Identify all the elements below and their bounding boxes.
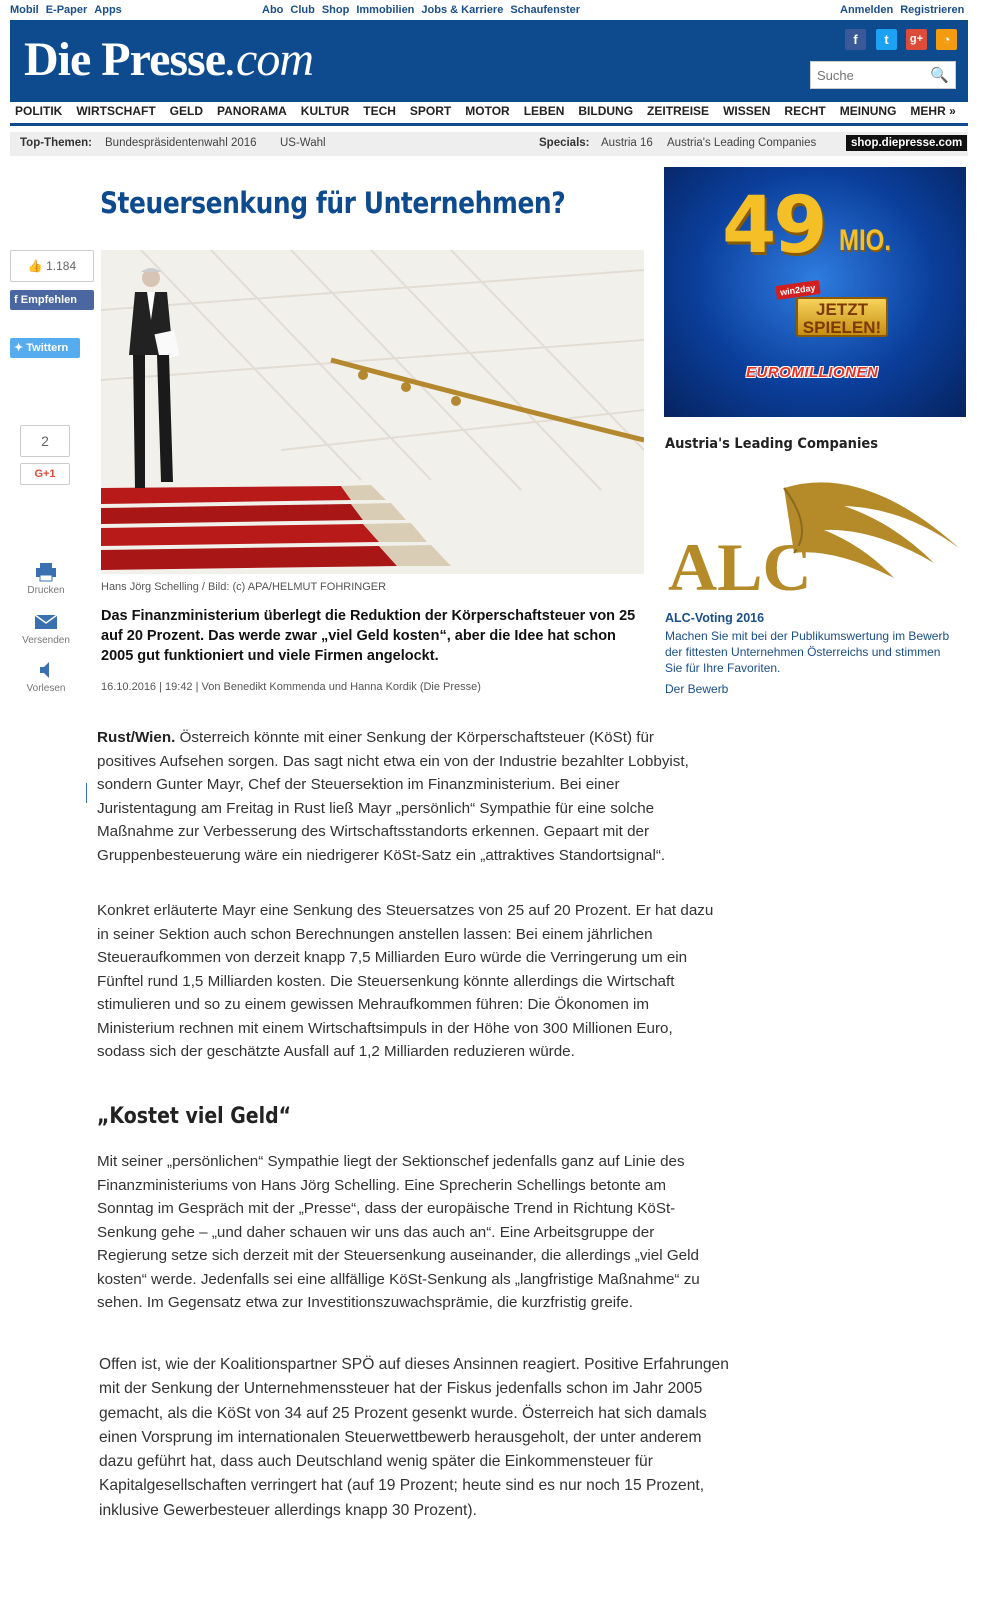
site-header: [10, 20, 968, 102]
link-immobilien[interactable]: Immobilien: [356, 4, 415, 16]
speaker-icon: [34, 660, 58, 680]
gplus-count: 2: [20, 425, 70, 457]
staircase-photo: [101, 250, 644, 574]
ad-cta-button[interactable]: JETZT SPIELEN!: [796, 297, 888, 337]
nav-wissen[interactable]: WISSEN: [723, 104, 771, 118]
login-link[interactable]: Anmelden: [840, 4, 894, 16]
voting-text: Machen Sie mit bei der Publikumswertung im Bewerb der fittesten Unternehmen Österreichs und stimmen Sie für Ihre Favoriten.: [665, 629, 950, 675]
print-button[interactable]: Drucken: [18, 562, 74, 596]
dateline: Rust/Wien.: [97, 729, 176, 746]
link-shop[interactable]: Shop: [321, 4, 350, 16]
hero-image: [101, 250, 644, 574]
article-paragraph: Mit seiner „persönlichen“ Sympathie liegt der Sektionschef jedenfalls ganz auf Linie des Finanzministeriums von Hans Jörg Schelling. Eine Sprecherin Schellings betonte am Sonntag im Gespräch mit der „Presse“, dass der europäische Trend in Richtung KöSt-Senkung gehe – „und daher schauen wir uns das auch an“. Eine Arbeitsgruppe der Regierung setze sich derzeit mit der Steuersenkung auseinander, die allerdings „viel Geld kosten“ werde. Jedenfalls sei eine allfällige KöSt-Senkung als „langfristige Maßnahme“ zu sehen. Im Gegensatz etwa zur Investitionszuwachsprämie, die kurzfristig greife.: [97, 1153, 700, 1311]
nav-motor[interactable]: MOTOR: [465, 104, 510, 118]
twitter-icon[interactable]: t: [876, 29, 897, 50]
shop-button[interactable]: shop.diepresse.com: [846, 135, 967, 151]
link-jobs[interactable]: Jobs & Karriere: [421, 4, 504, 16]
utility-links-center: [262, 4, 587, 16]
article-paragraph: Konkret erläuterte Mayr eine Senkung des Steuersatzes von 25 auf 20 Prozent. Er hat dazu in seiner Sektion auch schon Berechnungen anstellen lassen: Bei einem jährlichen Steueraufkommen von derzeit knapp 7,5 Milliarden Euro würde die Verringerung um ein Fünftel rund 1,5 Milliarden kosten. Die Steuersenkung könnte allerdings die Wirtschaft stimulieren und so zu einem gewissen Mehraufkommen führen: Die Ökonomen im Ministerium rechnen mit einem Wirtschaftsimpuls in der Höhe von 300 Millionen Euro, sodass sich der geschätzte Ausfall auf 1,2 Milliarden reduzieren würde.: [97, 902, 714, 1060]
link-epaper[interactable]: E-Paper: [45, 4, 88, 16]
link-apps[interactable]: Apps: [94, 4, 122, 16]
search-input[interactable]: [811, 62, 925, 88]
search-icon[interactable]: 🔍: [930, 67, 949, 84]
print-icon: [34, 562, 58, 582]
gplus-button[interactable]: G+1: [20, 463, 70, 485]
nav-leben[interactable]: LEBEN: [523, 104, 565, 118]
mail-icon: [34, 612, 58, 632]
ad-unit: MIO.: [839, 224, 891, 257]
article-meta: 16.10.2016 | 19:42 | Von Benedikt Kommenda und Hanna Kordik (Die Presse): [101, 681, 481, 693]
nav-bildung[interactable]: BILDUNG: [578, 104, 634, 118]
nav-recht[interactable]: RECHT: [784, 104, 826, 118]
rss-icon[interactable]: ◔: [936, 29, 957, 50]
like-count-box: [10, 250, 94, 282]
thumbs-up-icon: 👍: [27, 259, 43, 273]
nav-wirtschaft[interactable]: WIRTSCHAFT: [76, 104, 156, 118]
nav-tech[interactable]: TECH: [363, 104, 396, 118]
nav-geld[interactable]: GELD: [169, 104, 204, 118]
link-mobil[interactable]: Mobil: [10, 4, 39, 16]
twitter-share-button[interactable]: ✦ Twittern: [10, 338, 80, 358]
top-themen-bar: [10, 132, 968, 156]
article-paragraph: Offen ist, wie der Koalitionspartner SPÖ auf dieses Ansinnen reagiert. Positive Erfahrungen mit der Senkung der Unternehmenssteuer hat der Fiskus jedenfalls schon im Jahr 2005 gemacht, als die KöSt von 34 auf 25 Prozent gesenkt wurde. Österreich hat sich damals einen Vorsprung im internationalen Steuerwettbewerb herausgeholt, der unter anderem dazu geführt hat, dass auch Deutschland wenig später die Einkommensteuer für Kapitalgesellschaften verringert hat (auf 19 Prozent; heute sind es nur noch 15 Prozent, inklusive Gewerbesteuer allerdings knapp 30 Prozent).: [99, 1356, 729, 1519]
top-theme-link[interactable]: Bundespräsidentenwahl 2016: [105, 137, 257, 149]
ad-brand: EUROMILLIONEN: [746, 364, 879, 381]
facebook-icon: f: [14, 294, 21, 306]
top-theme-link[interactable]: US-Wahl: [280, 137, 326, 149]
nav-panorama[interactable]: PANORAMA: [217, 104, 287, 118]
twitter-icon: ✦: [14, 342, 27, 354]
utility-links-right: [840, 4, 964, 16]
image-caption: Hans Jörg Schelling / Bild: (c) APA/HELMUT FOHRINGER: [101, 581, 387, 593]
nav-sport[interactable]: SPORT: [409, 104, 452, 118]
article-paragraph: Rust/Wien. Österreich könnte mit einer Senkung der Körperschaftsteuer (KöSt) für positives Aufsehen sorgen. Das sagt nicht etwa ein von der Industrie bezahlter Lobbyist, sondern Gunter Mayr, Chef der Steuersektion im Finanzministerium. Bei einer Juristentagung am Freitag in Rust ließ Mayr „persönlich“ Sympathie für eine solche Maßnahme zur Verbesserung des Wirtschaftsstandorts erkennen. Gepaart mit der Gruppenbesteuerung wäre ein niedrigerer KöSt-Satz ein „attraktives Standortsignal“.: [97, 729, 689, 864]
special-link[interactable]: Austria 16: [601, 137, 653, 149]
nav-zeitreise[interactable]: ZEITREISE: [647, 104, 710, 118]
article-lead: Das Finanzministerium überlegt die Reduktion der Körperschaftsteuer von 25 auf 20 Prozent. Das werde zwar „viel Geld kosten“, aber die Idee hat schon 2005 gut funktioniert und viele Firmen angelockt.: [101, 608, 636, 664]
nav-meinung[interactable]: MEINUNG: [839, 104, 897, 118]
send-button[interactable]: Versenden: [18, 612, 74, 646]
nav-mehr[interactable]: MEHR »: [910, 104, 956, 118]
search-box: [810, 61, 956, 89]
text-cursor: [86, 783, 87, 803]
nav-kultur[interactable]: KULTUR: [300, 104, 350, 118]
google-plus-icon[interactable]: g+: [906, 29, 927, 50]
ad-amount: 49: [722, 181, 825, 271]
voting-link[interactable]: Der Bewerb: [665, 682, 729, 696]
link-club[interactable]: Club: [290, 4, 315, 16]
special-link[interactable]: Austria's Leading Companies: [667, 137, 817, 149]
voting-title[interactable]: ALC-Voting 2016: [665, 611, 765, 625]
link-abo[interactable]: Abo: [262, 4, 284, 16]
site-logo[interactable]: Die Presse.com: [24, 33, 313, 86]
facebook-recommend-button[interactable]: f Empfehlen: [10, 290, 94, 310]
article-subheading: „Kostet viel Geld“: [97, 1104, 292, 1129]
specials-label: Specials:: [539, 137, 590, 149]
register-link[interactable]: Registrieren: [900, 4, 965, 16]
article-title: Steuersenkung für Unternehmen?: [100, 186, 566, 220]
like-count: 1.184: [46, 259, 77, 273]
link-schaufenster[interactable]: Schaufenster: [510, 4, 581, 16]
ad-badge: win2day: [775, 280, 820, 300]
read-aloud-button[interactable]: Vorlesen: [18, 660, 74, 694]
alc-logo-text: ALC: [668, 529, 812, 605]
sidebar-heading: Austria's Leading Companies: [665, 436, 879, 452]
euromillionen-ad[interactable]: [664, 167, 966, 417]
utility-links-left: [10, 4, 129, 16]
nav-politik[interactable]: POLITIK: [15, 104, 63, 118]
top-themen-label: Top-Themen:: [20, 137, 92, 149]
main-nav: [10, 104, 968, 126]
facebook-icon[interactable]: f: [845, 29, 866, 50]
